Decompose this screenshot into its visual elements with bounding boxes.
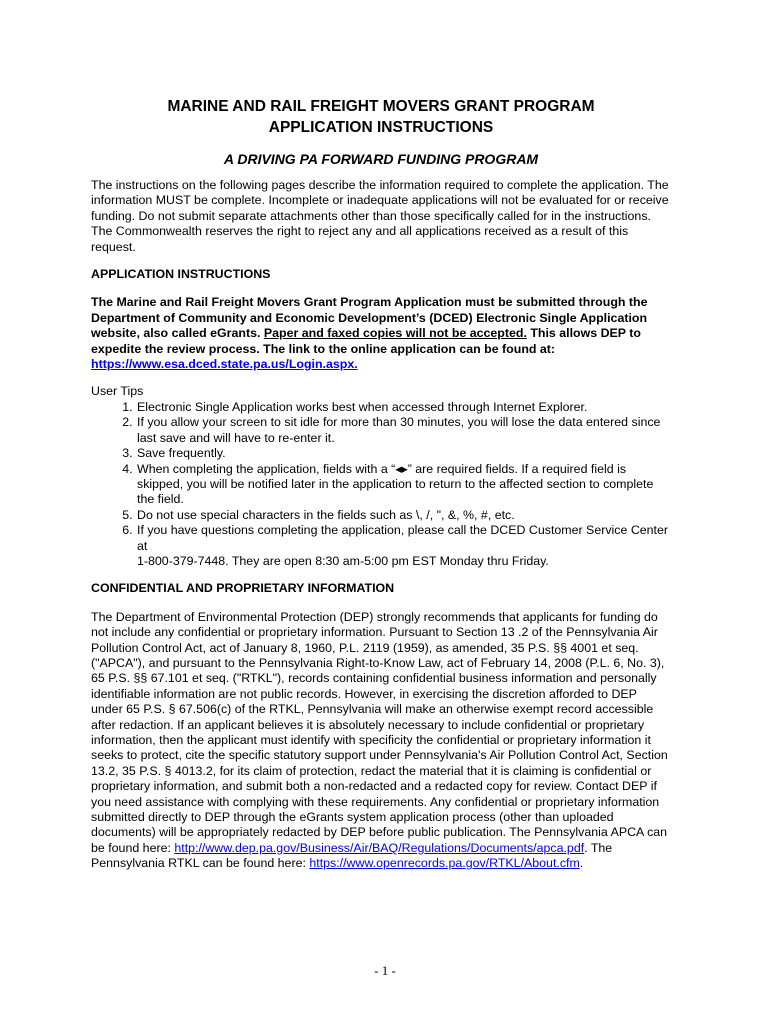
esa-login-link[interactable]: https://www.esa.dced.state.pa.us/Login.aspx.	[91, 357, 358, 372]
confidential-paragraph	[91, 610, 671, 872]
apca-link[interactable]: http://www.dep.pa.gov/Business/Air/BAQ/Regulations/Documents/apca.pdf	[174, 840, 585, 855]
user-tip-6-line-1: If you have questions completing the application, please call the DCED Customer Service Center at	[137, 523, 669, 553]
confidential-heading: CONFIDENTIAL AND PROPRIETARY INFORMATION	[91, 581, 395, 596]
submission-text-1: The Marine and Rail Freight Movers Grant Program Application must be submitted through the Department of Community and Economic Development’s (DCED) Electronic Single Application website, also called eGrants.	[91, 295, 648, 341]
paper-not-accepted-text: Paper and faxed copies will not be accepted.	[263, 326, 527, 341]
confidential-middle-text: . The Pennsylvania RTKL can be found here:	[91, 840, 613, 871]
document-subtitle: A DRIVING PA FORWARD FUNDING PROGRAM	[223, 151, 539, 167]
title-line-2: APPLICATION INSTRUCTIONS	[268, 119, 494, 136]
page-content	[91, 96, 671, 872]
user-tip-item: 1. Electronic Single Application works best when accessed through Internet Explorer.	[136, 400, 671, 415]
user-tips-label: User Tips	[91, 384, 144, 399]
submission-paragraph	[91, 295, 671, 372]
confidential-text: The Department of Environmental Protection (DEP) strongly recommends that applicants for funding do not include any confidential or proprietary information. Pursuant to Section 13 .2 of the Pennsylvania Air Pollution Control Act, act of January 8, 1960, P.L. 2119 (1959), as amended, 35 P.S. §§ 4001 et seq. ("APCA"), and pursuant to the Pennsylvania Right-to-Know Law, act of February 14, 2008 (P.L. 6, No. 3), 65 P.S. §§ 67.101 et seq. ("RTKL"), records containing confidential business information and personally identifiable information are not public records. However, in exercising the discretion afforded to DEP under 65 P.S. § 67.506(c) of the RTKL, Pennsylvania will make an otherwise exempt record accessible after redaction. If an applicant believes it is absolutely necessary to include confidential or proprietary information, then the applicant must identify with specificity the confidential or proprietary information it seeks to protect, cite the specific statutory support under Pennsylvania's Air Pollution Control Act, Section 13.2, 35 P.S. § 4013.2, for its claim of protection, redact the material that it is claiming is confidential or proprietary information, and submit both a non-redacted and a redacted copy for review. Contact DEP if you need assistance with complying with these requirements. Any confidential or proprietary information submitted directly to DEP through the eGrants system application process (other than uploaded documents) will be appropriately redacted by DEP before public publication. The Pennsylvania APCA can be found here:	[91, 609, 668, 855]
page-number: - 1 -	[374, 963, 396, 978]
user-tip-item	[136, 523, 671, 569]
confidential-end-text: .	[579, 856, 584, 871]
submission-text-2: This allows DEP to expedite the review process. The link to the online application can be found at:	[91, 326, 641, 356]
user-tips-list	[91, 400, 671, 569]
user-tip-6-line-2: 1-800-379-7448. They are open 8:30 am-5:00 pm EST Monday thru Friday.	[137, 553, 549, 568]
user-tip-item: 3. Save frequently.	[136, 446, 671, 461]
application-instructions-heading: APPLICATION INSTRUCTIONS	[91, 267, 271, 282]
rtkl-link[interactable]: https://www.openrecords.pa.gov/RTKL/About.cfm	[309, 856, 580, 871]
title-line-1: MARINE AND RAIL FREIGHT MOVERS GRANT PROGRAM	[167, 98, 595, 115]
document-title	[91, 96, 671, 138]
user-tip-item: 4. When completing the application, fields with a “◂▸” are required fields. If a required field is skipped, you will be notified later in the application to return to the affected section to complete the field.	[136, 462, 671, 508]
user-tip-item: 2. If you allow your screen to sit idle for more than 30 minutes, you will lose the data entered since last save and will have to re-enter it.	[136, 415, 671, 446]
user-tip-item: 5. Do not use special characters in the fields such as \, /, ", &, %, #, etc.	[136, 508, 671, 523]
intro-paragraph: The instructions on the following pages describe the information required to complete the application. The information MUST be complete. Incomplete or inadequate applications will not be evaluated for or receive funding. Do not submit separate attachments other than those specifically called for in the instructions. The Commonwealth reserves the right to reject any and all applications received as a result of this request.	[91, 178, 669, 254]
